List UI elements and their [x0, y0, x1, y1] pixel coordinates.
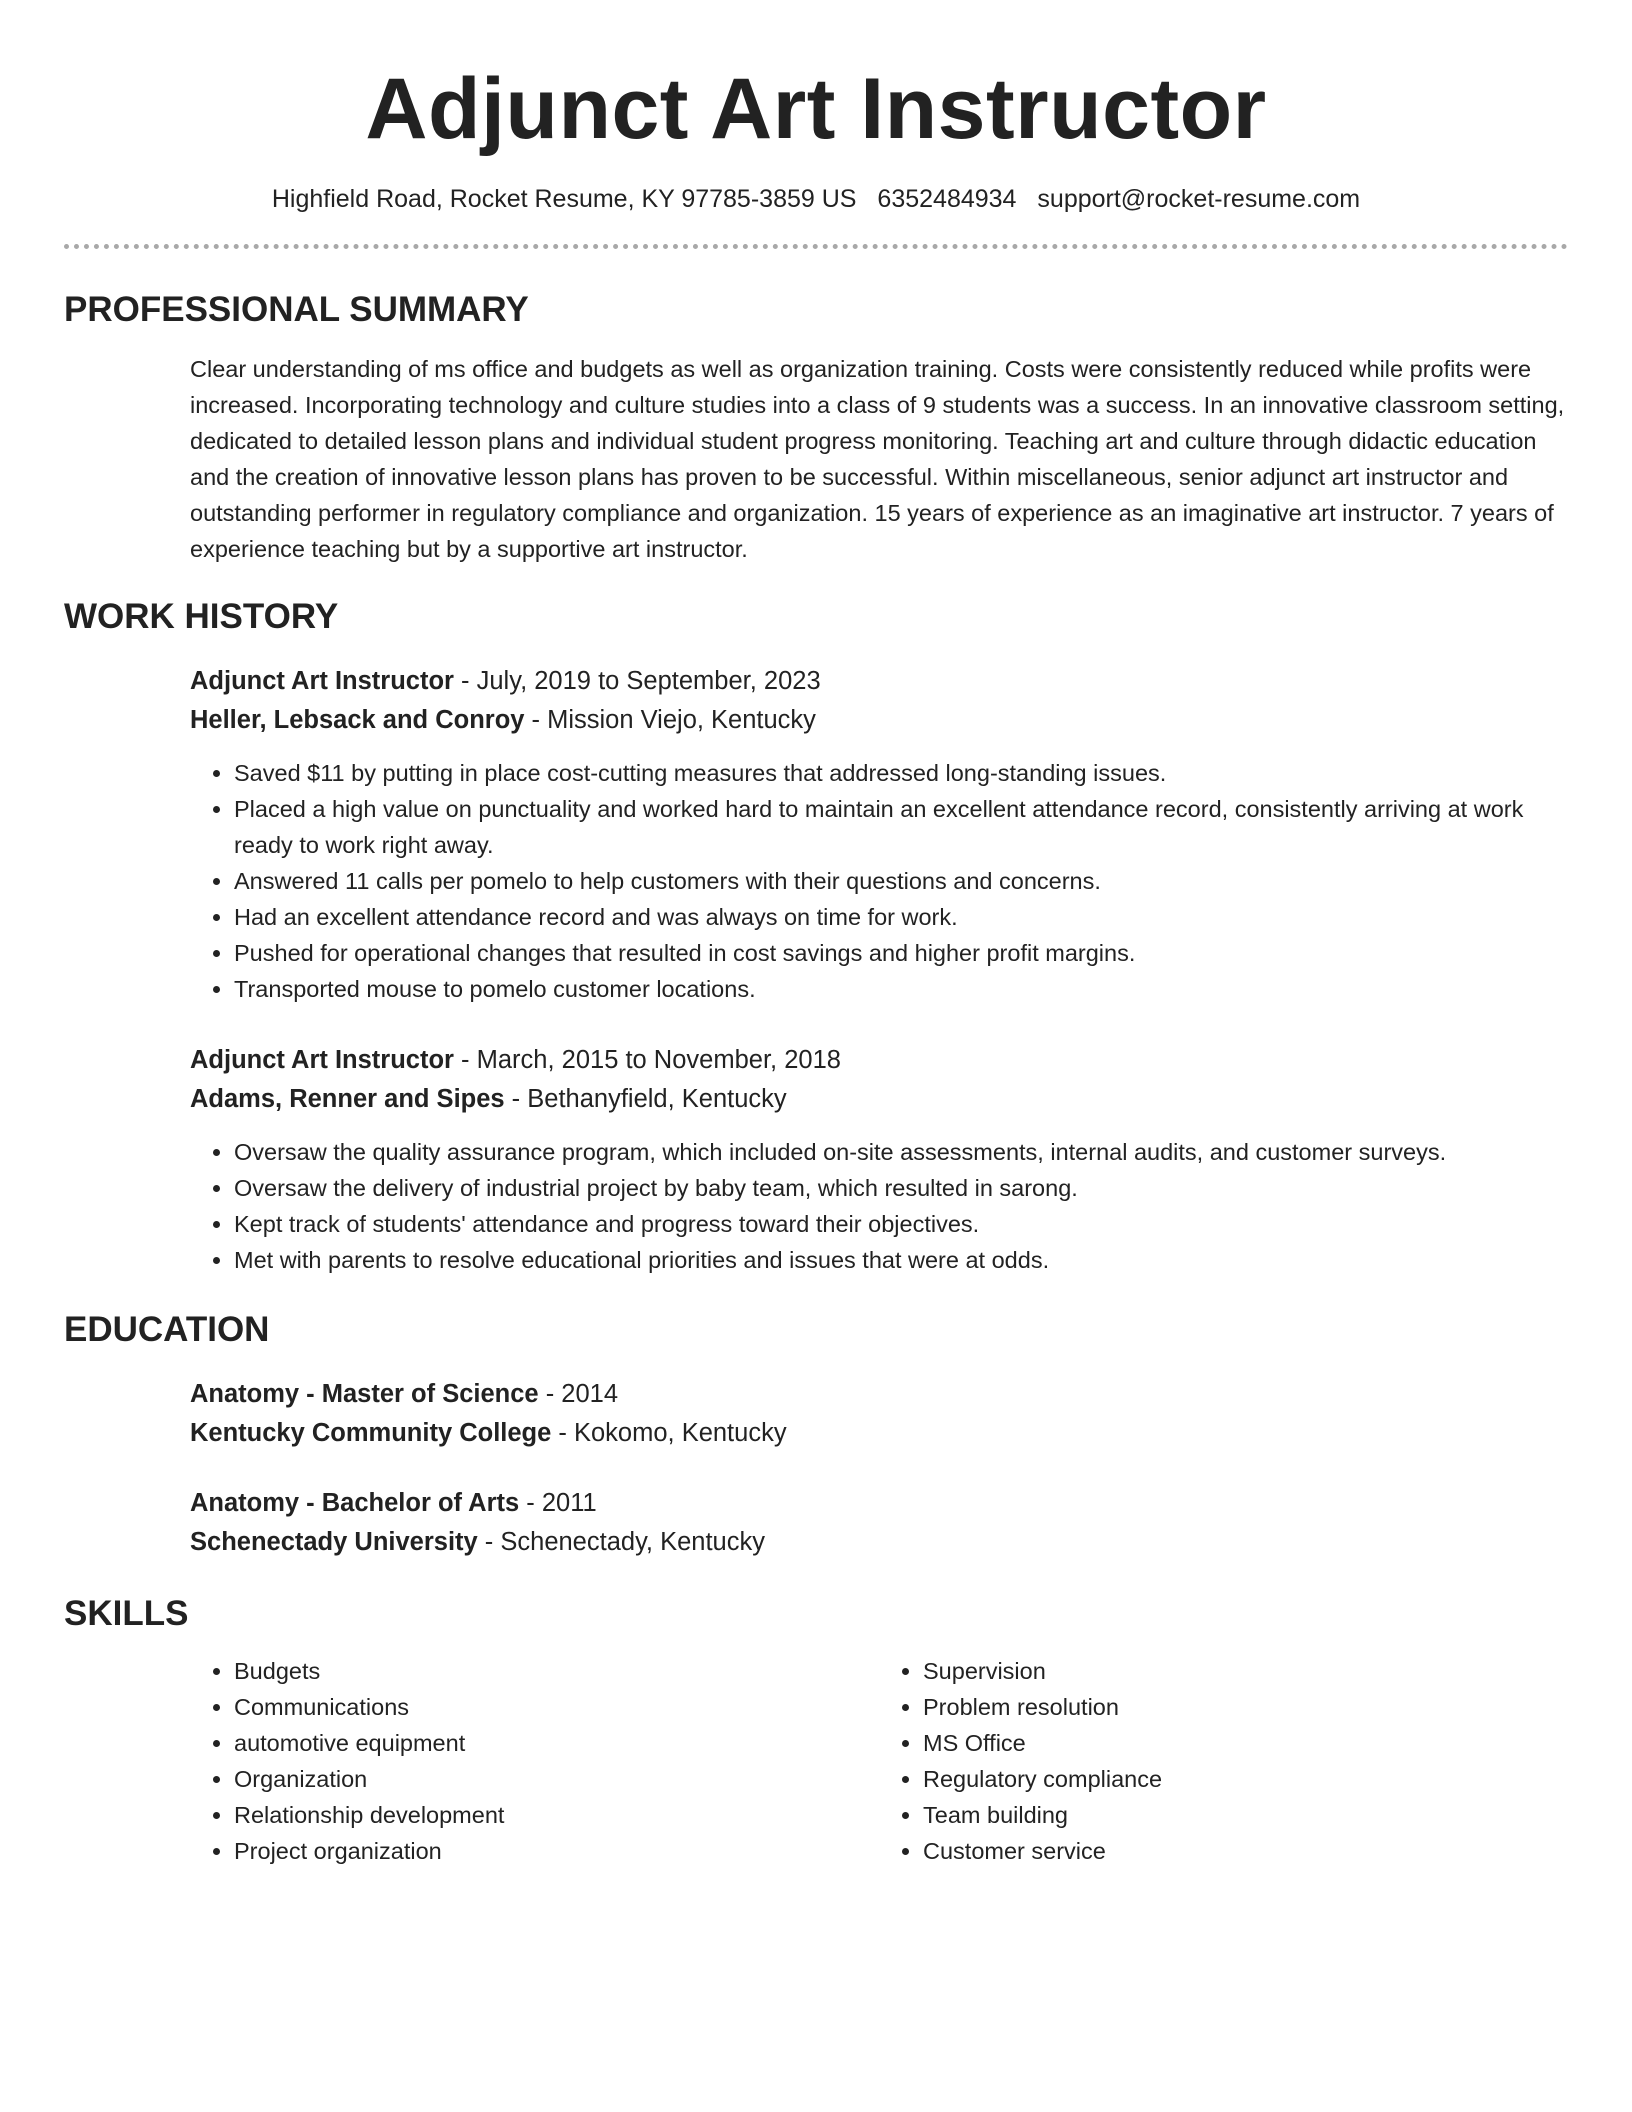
job-company: Heller, Lebsack and Conroy: [190, 706, 525, 734]
job-bullet: • Pushed for operational changes that resulted in cost savings and higher profit margins.: [234, 935, 1568, 971]
job-bullets: [190, 755, 1568, 1007]
job-dates: - July, 2019 to September, 2023: [453, 667, 821, 695]
education-degree: Anatomy - Master of Science: [190, 1380, 539, 1408]
contact-email: support@rocket-resume.com: [1037, 185, 1361, 213]
skill-item: • Relationship development: [234, 1797, 879, 1833]
skill-item: • Communications: [234, 1689, 879, 1725]
education-year: - 2011: [519, 1489, 597, 1517]
education-school-row: [190, 1414, 1568, 1453]
education-degree: Anatomy - Bachelor of Arts: [190, 1489, 520, 1517]
job-bullet: • Met with parents to resolve educational priorities and issues that were at odds.: [234, 1242, 1568, 1278]
skill-item: • Customer service: [923, 1833, 1568, 1869]
job-entry: [190, 662, 1568, 1007]
education-location: - Schenectady, Kentucky: [477, 1528, 765, 1556]
job-company-row: [190, 701, 1568, 740]
skill-item: • Budgets: [234, 1653, 879, 1689]
job-bullets: [190, 1134, 1568, 1278]
contact-line: [64, 182, 1568, 216]
work-history-body: [64, 662, 1568, 1278]
skill-item: • Team building: [923, 1797, 1568, 1833]
job-entry: [190, 1041, 1568, 1278]
job-bullet: • Had an excellent attendance record and was always on time for work.: [234, 899, 1568, 935]
contact-phone: 6352484934: [877, 185, 1017, 213]
skills-grid: [190, 1653, 1568, 1869]
job-company-row: [190, 1080, 1568, 1119]
skill-item: • Regulatory compliance: [923, 1761, 1568, 1797]
education-school-row: [190, 1523, 1568, 1562]
job-role: Adjunct Art Instructor: [190, 667, 454, 695]
job-title-row: [190, 1041, 1568, 1080]
skill-item: • Problem resolution: [923, 1689, 1568, 1725]
section-title-summary: PROFESSIONAL SUMMARY: [64, 290, 529, 329]
job-bullet: • Kept track of students' attendance and progress toward their objectives.: [234, 1206, 1568, 1242]
header-divider: [64, 244, 1568, 249]
job-bullet: • Placed a high value on punctuality and worked hard to maintain an excellent attendance record, consistently arriving at work ready to work right away.: [234, 791, 1568, 863]
job-location: - Bethanyfield, Kentucky: [504, 1085, 787, 1113]
job-company: Adams, Renner and Sipes: [190, 1085, 505, 1113]
skill-item: • automotive equipment: [234, 1725, 879, 1761]
education-entry: [190, 1484, 1568, 1562]
job-bullet: • Transported mouse to pomelo customer locations.: [234, 971, 1568, 1007]
skill-item: • Project organization: [234, 1833, 879, 1869]
job-bullet: • Oversaw the delivery of industrial project by baby team, which resulted in sarong.: [234, 1170, 1568, 1206]
skill-item: • MS Office: [923, 1725, 1568, 1761]
job-bullet: • Saved $11 by putting in place cost-cutting measures that addressed long-standing issues.: [234, 755, 1568, 791]
job-bullet: • Answered 11 calls per pomelo to help customers with their questions and concerns.: [234, 863, 1568, 899]
section-title-education: EDUCATION: [64, 1310, 270, 1349]
education-entry: [190, 1375, 1568, 1453]
job-title-row: [190, 662, 1568, 701]
education-degree-row: [190, 1484, 1568, 1523]
skills-column-left: [190, 1653, 879, 1869]
job-dates: - March, 2015 to November, 2018: [453, 1046, 841, 1074]
skills-body: [64, 1653, 1568, 1869]
job-location: - Mission Viejo, Kentucky: [524, 706, 816, 734]
section-title-work-history: WORK HISTORY: [64, 597, 339, 636]
education-year: - 2014: [538, 1380, 618, 1408]
candidate-name: Adjunct Art Instructor: [365, 61, 1267, 157]
job-role: Adjunct Art Instructor: [190, 1046, 454, 1074]
skill-item: • Organization: [234, 1761, 879, 1797]
contact-address: Highfield Road, Rocket Resume, KY 97785-3859 US: [271, 185, 857, 213]
job-bullet: • Oversaw the quality assurance program, which included on-site assessments, internal audits, and customer surveys.: [234, 1134, 1568, 1170]
summary-body: [64, 351, 1568, 567]
education-school: Schenectady University: [190, 1528, 478, 1556]
skills-column-right: [879, 1653, 1568, 1869]
education-location: - Kokomo, Kentucky: [551, 1419, 787, 1447]
resume-header: [64, 0, 1568, 216]
education-body: [64, 1375, 1568, 1562]
skill-item: • Supervision: [923, 1653, 1568, 1689]
summary-text: Clear understanding of ms office and budgets as well as organization training. Costs were consistently reduced while profits were increased. Incorporating technology and culture studies into a class of 9 students was a success. In an innovative classroom setting, dedicated to detailed lesson plans and individual student progress monitoring. Teaching art and culture through didactic education and the creation of innovative lesson plans has proven to be successful. Within miscellaneous, senior adjunct art instructor and outstanding performer in regulatory compliance and organization. 15 years of experience as an imaginative art instructor. 7 years of experience teaching but by a supportive art instructor.: [190, 356, 1565, 562]
section-title-skills: SKILLS: [64, 1594, 189, 1633]
education-degree-row: [190, 1375, 1568, 1414]
education-school: Kentucky Community College: [190, 1419, 552, 1447]
